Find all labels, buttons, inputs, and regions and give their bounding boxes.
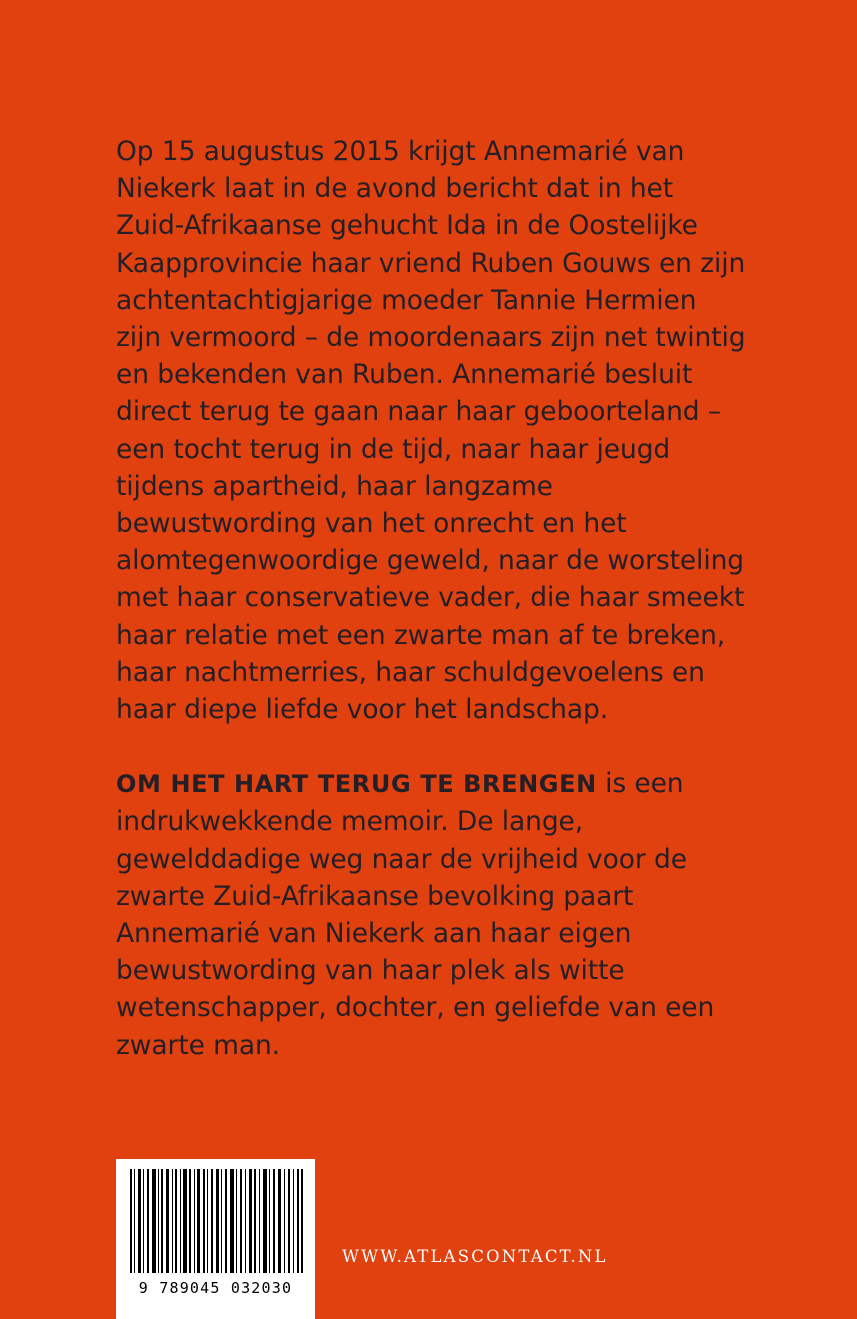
barcode-bars-icon	[128, 1169, 304, 1273]
blurb-paragraph-2	[116, 765, 746, 1064]
publisher-website[interactable]: WWW.ATLASCONTACT.NL	[342, 1247, 608, 1266]
blurb-paragraph-1: Op 15 augustus 2015 krijgt Annemarié van Niekerk laat in de avond bericht dat in het Zuid-Afrikaanse gehucht Ida in de Oostelijke Kaapprovincie haar vriend Ruben Gouws en zijn achtentachtigjarige moeder Tannie Hermien zijn vermoord – de moordenaars zijn net twintig en bekenden van Ruben. Annemarié besluit direct terug te gaan naar haar geboorteland – een tocht terug in de tijd, naar haar jeugd tijdens apartheid, haar langzame bewustwording van het onrecht en het alomtegenwoordige geweld, naar de worsteling met haar conservatieve vader, die haar smeekt haar relatie met een zwarte man af te breken, haar nachtmerries, haar schuldgevoelens en haar diepe liefde voor het landschap.	[116, 136, 746, 726]
blurb-text-block	[116, 133, 746, 1064]
barcode	[116, 1159, 315, 1319]
book-title-inline: OM HET HART TERUG TE BRENGEN	[116, 770, 597, 799]
blurb-paragraph-2-rest: is een indrukwekkende memoir. De lange, gewelddadige weg naar de vrijheid voor de zwarte Zuid-Afrikaanse bevolking paart Annemarié van Niekerk aan haar eigen bewustwording van haar plek als witte wetenschapper, dochter, en geliefde van een zwarte man.	[116, 768, 715, 1061]
cover-footer	[0, 1159, 857, 1319]
isbn-number: 9 789045 032030	[138, 1279, 293, 1297]
